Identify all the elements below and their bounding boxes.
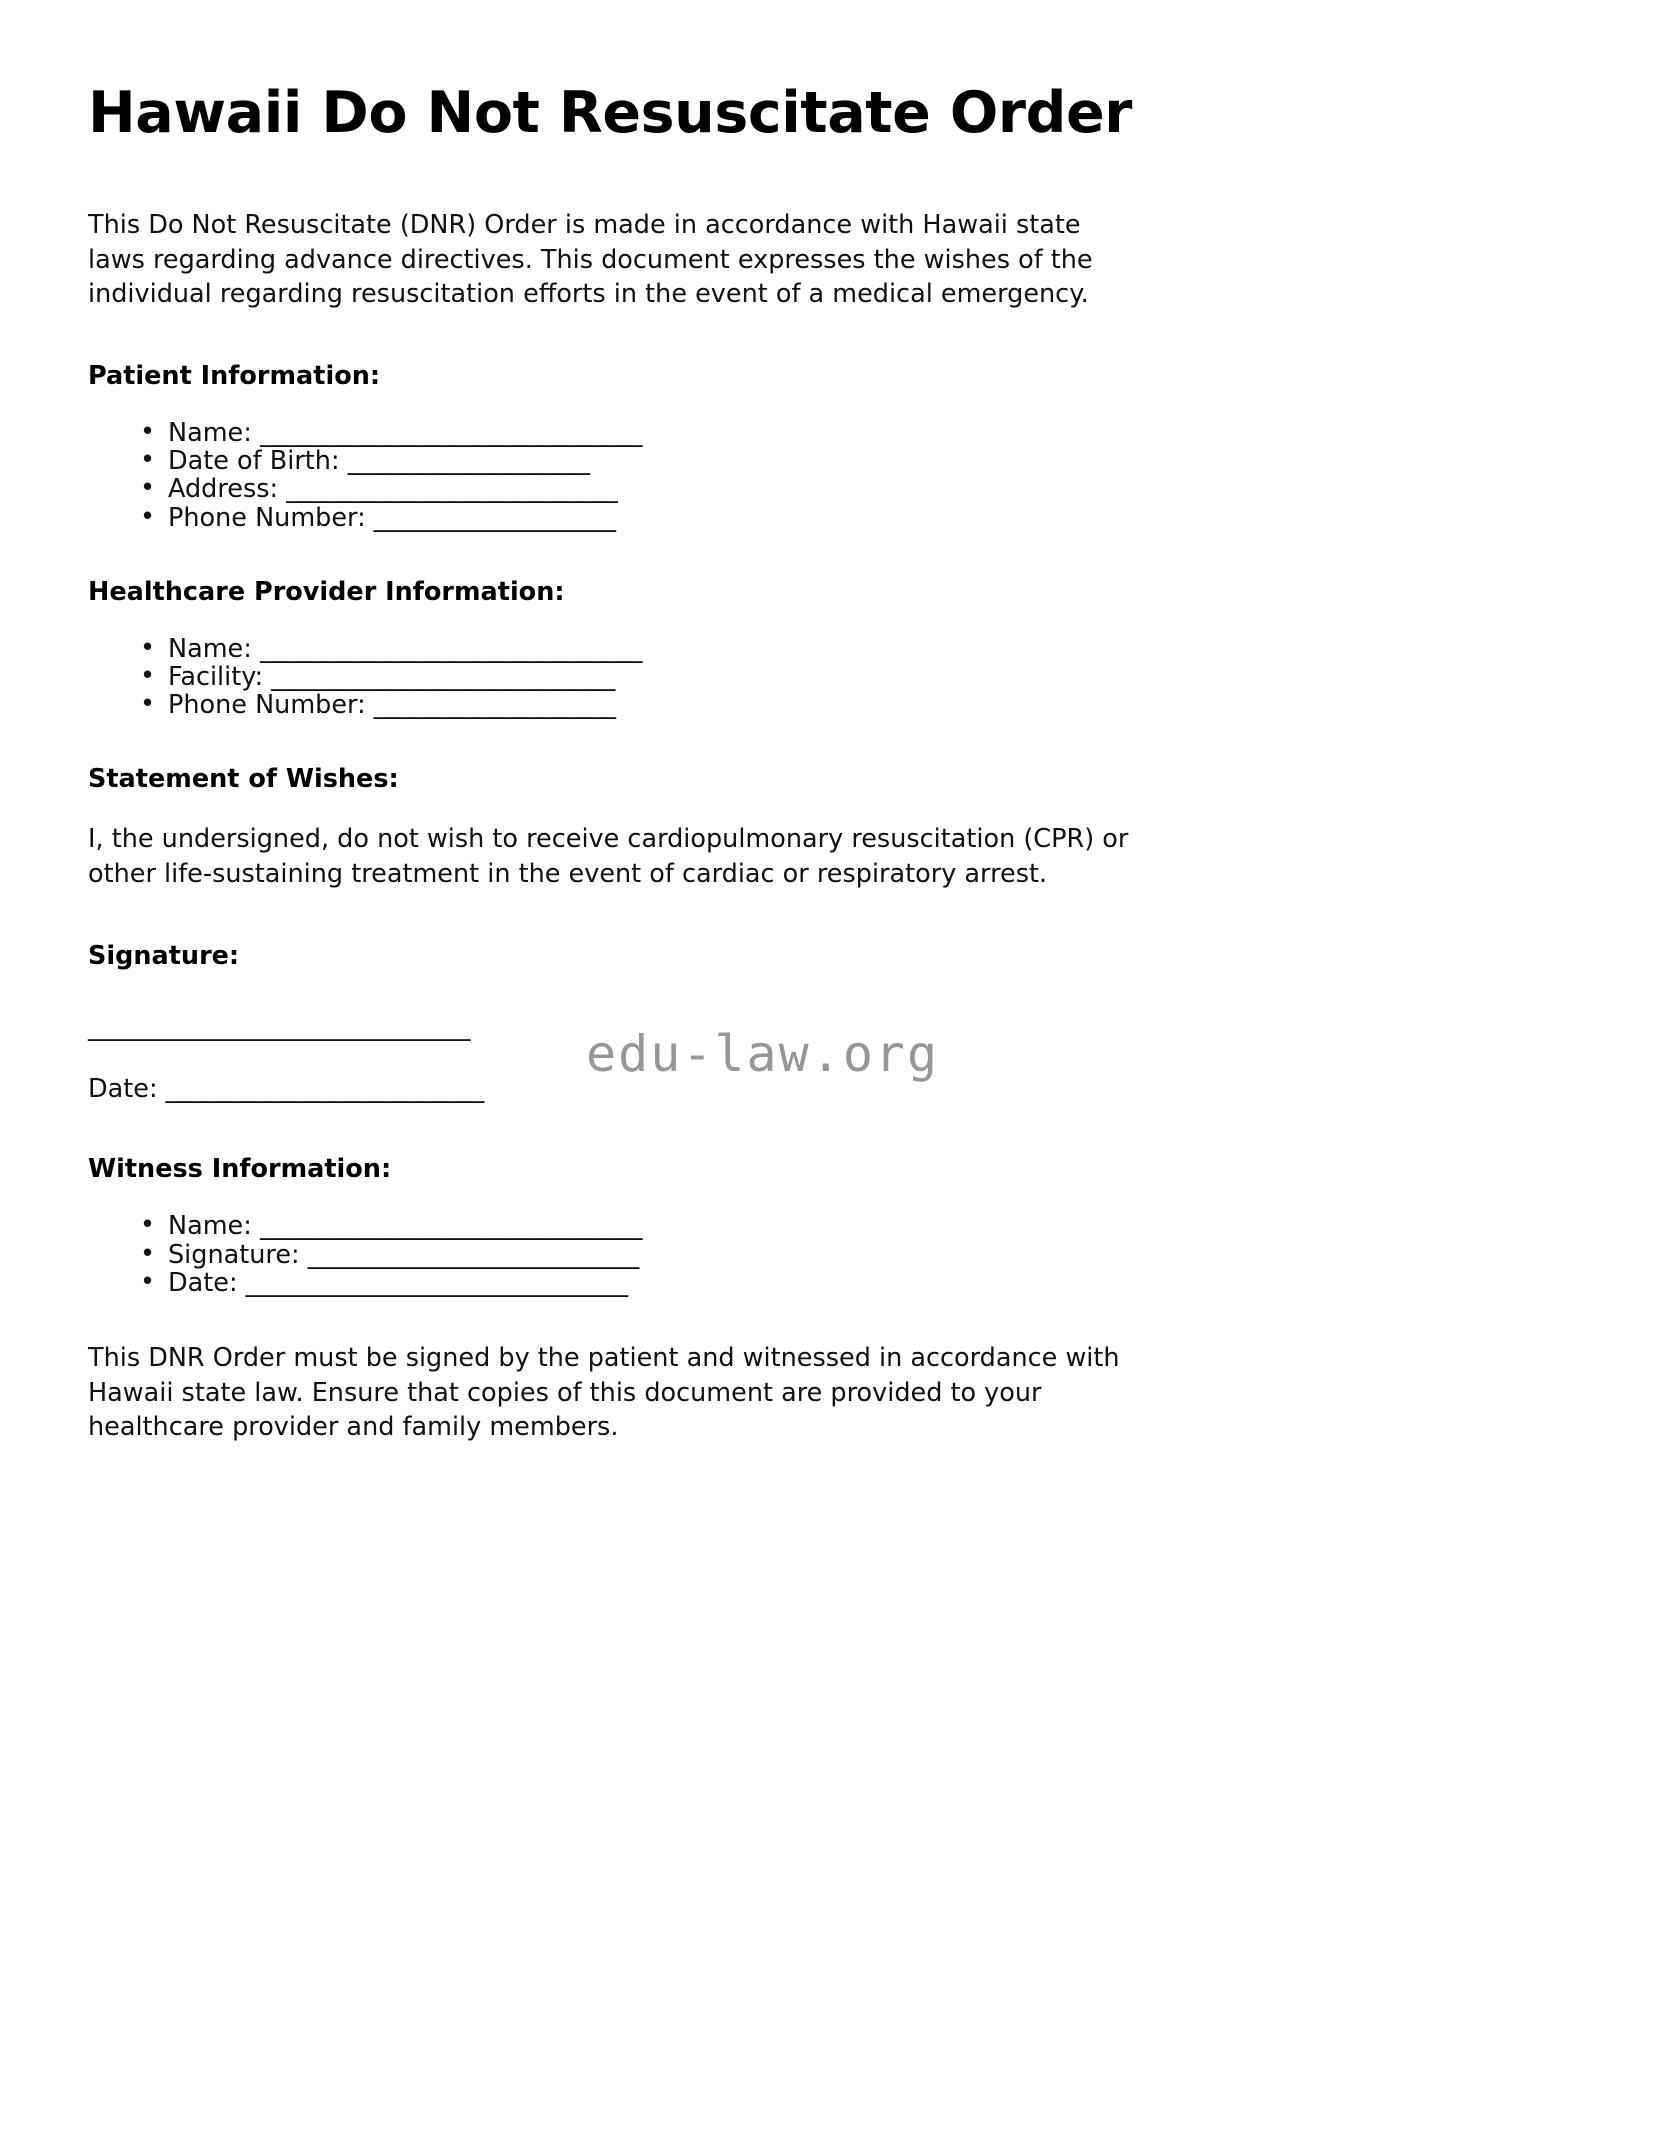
bullet-icon: • (140, 660, 156, 691)
field-label: Name: (168, 417, 252, 448)
patient-information-list (88, 416, 1574, 533)
bullet-icon: • (140, 1266, 156, 1297)
field-blank[interactable]: ______________________________ (259, 633, 643, 664)
field-blank[interactable]: ______________________________ (259, 417, 643, 448)
bullet-icon: • (140, 1238, 156, 1269)
signature-line[interactable]: ______________________________ (88, 1011, 471, 1042)
closing-paragraph: This DNR Order must be signed by the patient and witnessed in accordance with Hawaii state law. Ensure that copies of this document are provided to your healthcare provider and family members. (88, 1342, 1120, 1443)
field-label: Name: (168, 633, 252, 664)
list-item (134, 416, 1574, 448)
field-label: Name: (168, 1211, 252, 1242)
list-item (134, 447, 1574, 475)
field-label: Phone Number: (168, 502, 366, 533)
bullet-icon: • (140, 416, 156, 447)
field-blank[interactable]: __________________________ (307, 1239, 640, 1270)
list-item (134, 1238, 1574, 1270)
date-blank[interactable]: _________________________ (165, 1074, 485, 1105)
bullet-icon: • (140, 632, 156, 663)
list-item (134, 660, 1574, 692)
date-label: Date: (88, 1074, 158, 1105)
field-blank[interactable]: ______________________________ (259, 1211, 643, 1242)
list-item (134, 691, 1574, 719)
list-item (134, 632, 1574, 664)
bullet-icon: • (140, 689, 156, 720)
bullet-icon: • (140, 501, 156, 532)
field-blank[interactable]: ______________________________ (245, 1267, 629, 1298)
site-watermark: edu-law.org (586, 1025, 940, 1083)
field-label: Signature: (168, 1239, 300, 1270)
field-blank[interactable]: __________________________ (286, 474, 618, 505)
bullet-icon: • (140, 1210, 156, 1241)
witness-information-list (88, 1212, 1574, 1297)
field-label: Address: (168, 474, 279, 505)
statement-of-wishes-heading: Statement of Wishes: (88, 764, 399, 795)
list-item (134, 1212, 1574, 1240)
field-blank[interactable]: ___________________ (373, 690, 617, 721)
patient-information-heading: Patient Information: (88, 360, 381, 391)
list-item (134, 475, 1574, 503)
bullet-icon: • (140, 445, 156, 476)
field-label: Phone Number: (168, 690, 366, 721)
page-title: Hawaii Do Not Resuscitate Order (88, 80, 1132, 146)
field-label: Date of Birth: (168, 446, 340, 477)
bullet-icon: • (140, 473, 156, 504)
healthcare-provider-information-heading: Healthcare Provider Information: (88, 576, 565, 607)
signature-date-row (88, 1075, 1574, 1103)
field-label: Date: (168, 1267, 238, 1298)
signature-spacer (88, 999, 1574, 1013)
field-blank[interactable]: ___________________ (373, 502, 617, 533)
list-item (134, 501, 1574, 533)
list-item (134, 1266, 1574, 1298)
healthcare-provider-information-list (88, 632, 1574, 721)
witness-information-heading: Witness Information: (88, 1154, 392, 1185)
statement-of-wishes-body: I, the undersigned, do not wish to receive cardiopulmonary resuscitation (CPR) or other life-sustaining treatment in the event of cardiac or respiratory arrest. (88, 824, 1129, 890)
field-label: Facility: (168, 661, 264, 692)
field-blank[interactable]: ___________________ (347, 446, 590, 477)
signature-heading: Signature: (88, 940, 240, 971)
field-blank[interactable]: ___________________________ (271, 661, 616, 692)
intro-paragraph: This Do Not Resuscitate (DNR) Order is made in accordance with Hawaii state laws regarding advance directives. This document expresses the wishes of the individual regarding resuscitation efforts in the event of a medical emergency. (88, 209, 1093, 310)
